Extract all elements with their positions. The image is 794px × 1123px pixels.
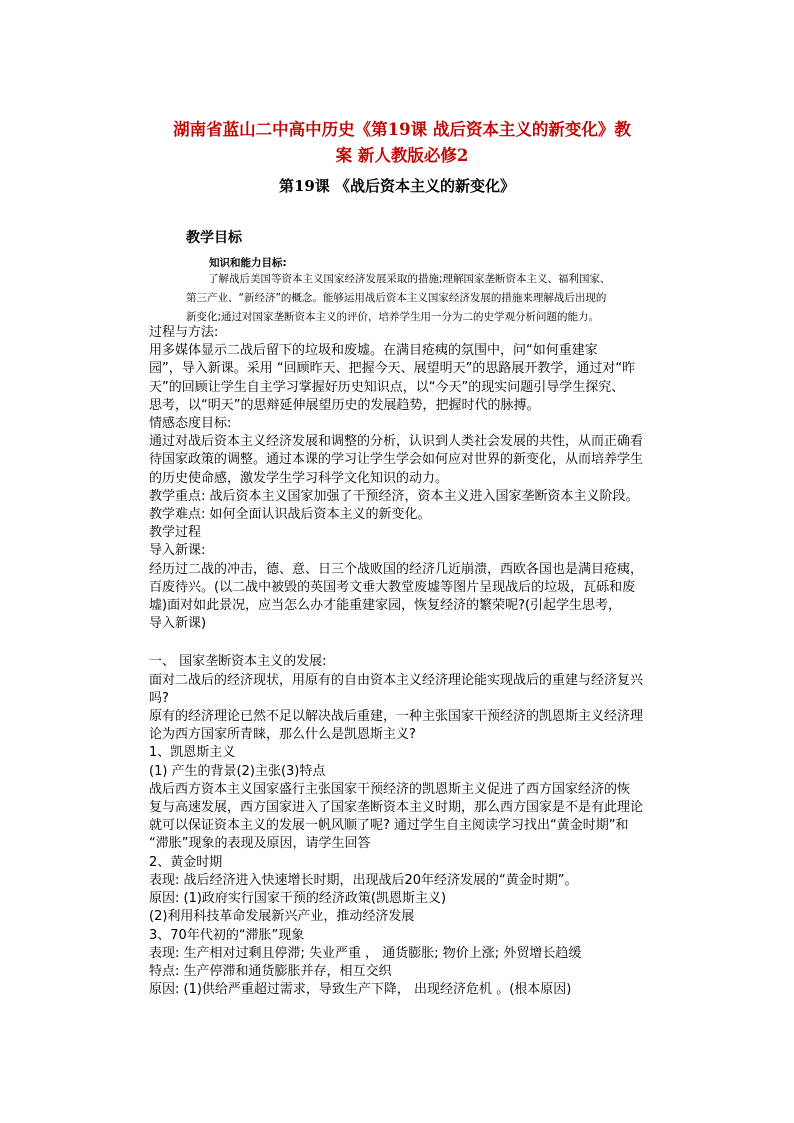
body-line: 园”，导入新课。采用 “回顾昨天、把握今天、展望明天”的思路展开教学，通过对“昨 <box>149 361 636 377</box>
body-line: 战后西方资本主义国家盛行主张国家干预经济的凯恩斯主义促进了西方国家经济的恢 <box>149 781 631 797</box>
body-line: 用多媒体显示二战后留下的垃圾和废墟。在满目疮痍的氛围中，问“如何重建家 <box>149 343 598 359</box>
body-line: 原因: (1)供给严重超过需求，导致生产下降， 出现经济危机 。(根本原因) <box>149 982 572 998</box>
body-line: 论为西方国家所青睐，那么什么是凯恩斯主义? <box>149 727 416 743</box>
body-line: 待国家政策的调整。通过本课的学习让学生学会如何应对世界的新变化，从而培养学生 <box>149 452 644 468</box>
lesson-title: 第19课 《战后资本主义的新变化》 <box>278 177 516 195</box>
knowledge-line: 新变化;通过对国家垄断资本主义的评价，培养学生用一分为二的史学观分析问题的能力。 <box>186 311 600 323</box>
body-line: “滞胀”现象的表现及原因，请学生回答 <box>149 836 371 852</box>
body-line: 思考，以“明天”的思辩延伸展望历史的发展趋势，把握时代的脉搏。 <box>149 397 540 413</box>
document-title-line-1: 湖南省蓝山二中高中历史《第19课 战后资本主义的新变化》教 <box>173 120 631 139</box>
body-line: 墟)面对如此景况，应当怎么办才能重建家园，恢复经济的繁荣呢?(引起学生思考， <box>149 598 622 614</box>
body-line: (1) 产生的背景(2)主张(3)特点 <box>149 763 326 779</box>
body-line: 教学难点: 如何全面认识战后资本主义的新变化。 <box>149 507 431 523</box>
body-line: 天”的回顾让学生自主学习掌握好历史知识点，以“今天”的现实问题引导学生探究、 <box>149 379 625 395</box>
body-line: 1、凯恩斯主义 <box>149 745 236 761</box>
body-line: 经历过二战的冲击，德、意、日三个战败国的经济几近崩溃，西欧各国也是满目疮痍， <box>149 561 644 577</box>
body-line: (2)利用科技革命发展新兴产业，推动经济发展 <box>149 909 415 925</box>
body-line: 原有的经济理论已然不足以解决战后重建，一种主张国家干预经济的凯恩斯主义经济理 <box>149 709 644 725</box>
body-line: 原因: (1)政府实行国家干预的经济政策(凯恩斯主义) <box>149 891 447 907</box>
body-line: 表现: 生产相对过剩且停滞; 失业严重 ， 通货膨胀; 物价上涨; 外贸增长趋缓 <box>149 945 582 961</box>
body-line: 吗? <box>149 690 169 706</box>
knowledge-heading: 知识和能力目标: <box>209 257 287 269</box>
knowledge-paragraph <box>186 270 686 327</box>
section-heading: 一、 国家垄断资本主义的发展: <box>149 654 327 670</box>
body-line: 教学过程 <box>149 525 202 541</box>
body-line: 的历史使命感，激发学生学习科学文化知识的动力。 <box>149 470 449 486</box>
body-line: 导入新课) <box>149 616 207 632</box>
teaching-goals-heading: 教学目标 <box>186 230 242 246</box>
body-line: 2、黄金时期 <box>149 854 223 870</box>
knowledge-line: 第三产业、“新经济”的概念。能够运用战后资本主义国家经济发展的措施来理解战后出现的 <box>186 292 607 304</box>
body-line: 教学重点: 战后资本主义国家加强了干预经济，资本主义进入国家垄断资本主义阶段。 <box>149 488 639 504</box>
body-line: 3、70年代初的“滞胀”现象 <box>149 927 305 943</box>
body-line: 通过对战后资本主义经济发展和调整的分析，认识到人类社会发展的共性，从而正确看 <box>149 434 644 450</box>
document-title <box>112 117 692 169</box>
document-body <box>149 324 684 999</box>
body-line: 百废待兴。(以二战中被毁的英国考文垂大教堂废墟等图片呈现战后的垃圾，瓦砾和废 <box>149 579 636 595</box>
body-line: 过程与方法: <box>149 325 219 340</box>
body-line: 表现: 战后经济进入快速增长时期，出现战后20年经济发展的“黄金时期”。 <box>149 872 578 888</box>
body-line: 导入新课: <box>149 543 206 559</box>
body-line: 就可以保证资本主义的发展一帆风顺了呢? 通过学生自主阅读学习找出“黄金时期”和 <box>149 818 629 834</box>
body-line: 面对二战后的经济现状，用原有的自由资本主义经济理论能实现战后的重建与经济复兴 <box>149 672 644 688</box>
body-line: 情感态度目标: <box>149 416 232 432</box>
body-line: 复与高速发展，西方国家进入了国家垄断资本主义时期，那么西方国家是不是有此理论 <box>149 800 644 816</box>
body-line: 特点: 生产停滞和通货膨胀并存，相互交织 <box>149 963 392 979</box>
document-title-line-2: 案 新人教版必修2 <box>335 146 469 165</box>
knowledge-line: 了解战后美国等资本主义国家经济发展采取的措施;理解国家垄断资本主义、福利国家、 <box>208 273 611 285</box>
blank-line <box>149 633 684 653</box>
